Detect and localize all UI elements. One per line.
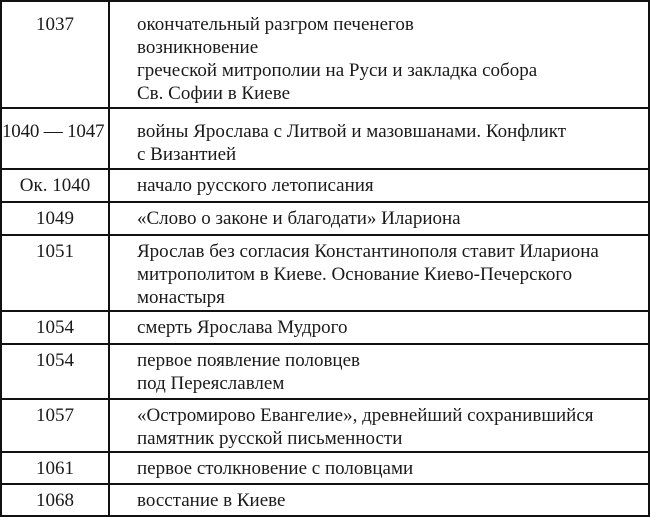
event-text: под Переяславлем xyxy=(137,373,285,394)
date-cell: 1061 xyxy=(1,452,109,484)
table-row xyxy=(1,484,649,516)
date-cell: 1054 xyxy=(1,344,109,399)
event-text: с Византией xyxy=(137,144,237,165)
table-row xyxy=(1,311,649,344)
event-cell xyxy=(109,399,649,452)
event-text: окончательный разгром печенегов xyxy=(137,14,414,35)
event-text: войны Ярослава с Литвой и мазовшанами. Конфликт xyxy=(137,121,567,142)
event-text: возникновение xyxy=(137,37,259,58)
table-row xyxy=(1,452,649,484)
table-row xyxy=(1,235,649,311)
event-text: первое столкновение с половцами xyxy=(137,458,414,479)
table-row xyxy=(1,344,649,399)
event-cell xyxy=(109,202,649,235)
date-cell: 1040 — 1047 xyxy=(1,108,109,169)
event-cell xyxy=(109,484,649,516)
event-text: митрополитом в Киеве. Основание Киево-Печерского xyxy=(137,264,573,285)
date-cell: 1037 xyxy=(1,1,109,108)
event-cell xyxy=(109,1,649,108)
event-text: смерть Ярослава Мудрого xyxy=(137,317,348,338)
table-row xyxy=(1,169,649,202)
table-row xyxy=(1,399,649,452)
event-text: монастыря xyxy=(137,287,225,308)
table-row xyxy=(1,202,649,235)
event-text: Ярослав без согласия Константинополя ставит Илариона xyxy=(137,241,599,262)
date-cell: Ок. 1040 xyxy=(1,169,109,202)
date-cell: 1049 xyxy=(1,202,109,235)
table-row xyxy=(1,108,649,169)
date-cell: 1057 xyxy=(1,399,109,452)
event-text: «Остромирово Евангелие», древнейший сохранившийся xyxy=(137,405,594,426)
event-text: восстание в Киеве xyxy=(137,490,286,511)
event-cell xyxy=(109,344,649,399)
table-row xyxy=(1,1,649,108)
event-text: греческой митрополии на Руси и закладка собора xyxy=(137,60,538,81)
date-cell: 1054 xyxy=(1,311,109,344)
event-cell xyxy=(109,452,649,484)
event-text: Св. Софии в Киеве xyxy=(137,83,291,104)
event-cell xyxy=(109,311,649,344)
event-cell xyxy=(109,108,649,169)
event-cell xyxy=(109,169,649,202)
event-text: первое появление половцев xyxy=(137,350,360,371)
date-cell: 1068 xyxy=(1,484,109,516)
event-cell xyxy=(109,235,649,311)
event-text: «Слово о законе и благодати» Илариона xyxy=(137,208,461,229)
event-text: памятник русской письменности xyxy=(137,428,403,449)
date-cell: 1051 xyxy=(1,235,109,311)
event-text: начало русского летописания xyxy=(137,175,374,196)
